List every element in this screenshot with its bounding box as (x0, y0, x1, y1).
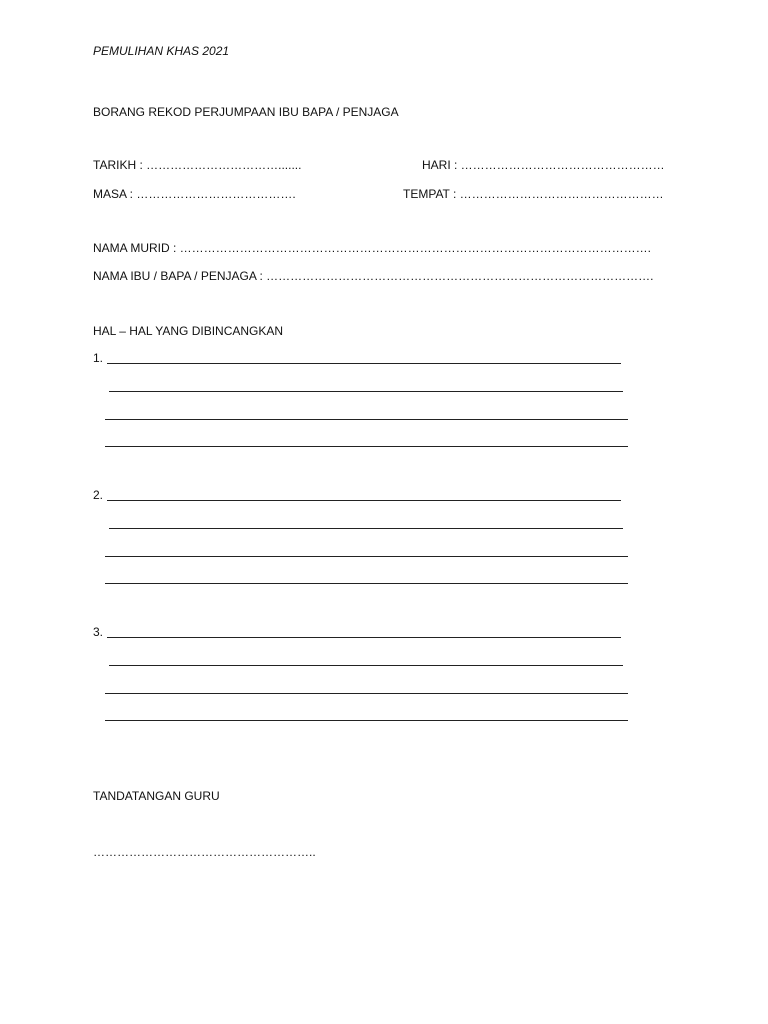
tarikh-field: TARIKH : ……………………………....... (93, 158, 302, 172)
answer-line (109, 391, 623, 392)
item-number-3: 3. (93, 625, 104, 639)
document-header: PEMULIHAN KHAS 2021 (93, 44, 230, 58)
signature-label: TANDATANGAN GURU (93, 789, 220, 803)
answer-line (107, 500, 621, 501)
answer-line (105, 419, 628, 420)
answer-line (105, 556, 628, 557)
answer-line (109, 665, 623, 666)
item-number-1: 1. (93, 351, 104, 365)
answer-line (109, 528, 623, 529)
answer-line (105, 583, 628, 584)
answer-line (107, 637, 621, 638)
form-heading: BORANG REKOD PERJUMPAAN IBU BAPA / PENJAGA (93, 105, 399, 119)
answer-line (105, 693, 628, 694)
item-number-2: 2. (93, 488, 104, 502)
discussion-heading: HAL – HAL YANG DIBINCANGKAN (93, 324, 284, 338)
masa-field: MASA : …………………………………. (93, 187, 296, 201)
tempat-field: TEMPAT : …………………………………………… (403, 187, 664, 201)
answer-line (105, 720, 628, 721)
answer-line (105, 446, 628, 447)
nama-penjaga-field: NAMA IBU / BAPA / PENJAGA : ……………………………………………………………………………………. (93, 269, 654, 283)
answer-line (107, 363, 621, 364)
hari-field: HARI : …………………………………………… (422, 158, 665, 172)
signature-line: ……………………………………………….. (93, 845, 316, 859)
nama-murid-field: NAMA MURID : ………………………………………………………………………………………………………. (93, 241, 652, 255)
